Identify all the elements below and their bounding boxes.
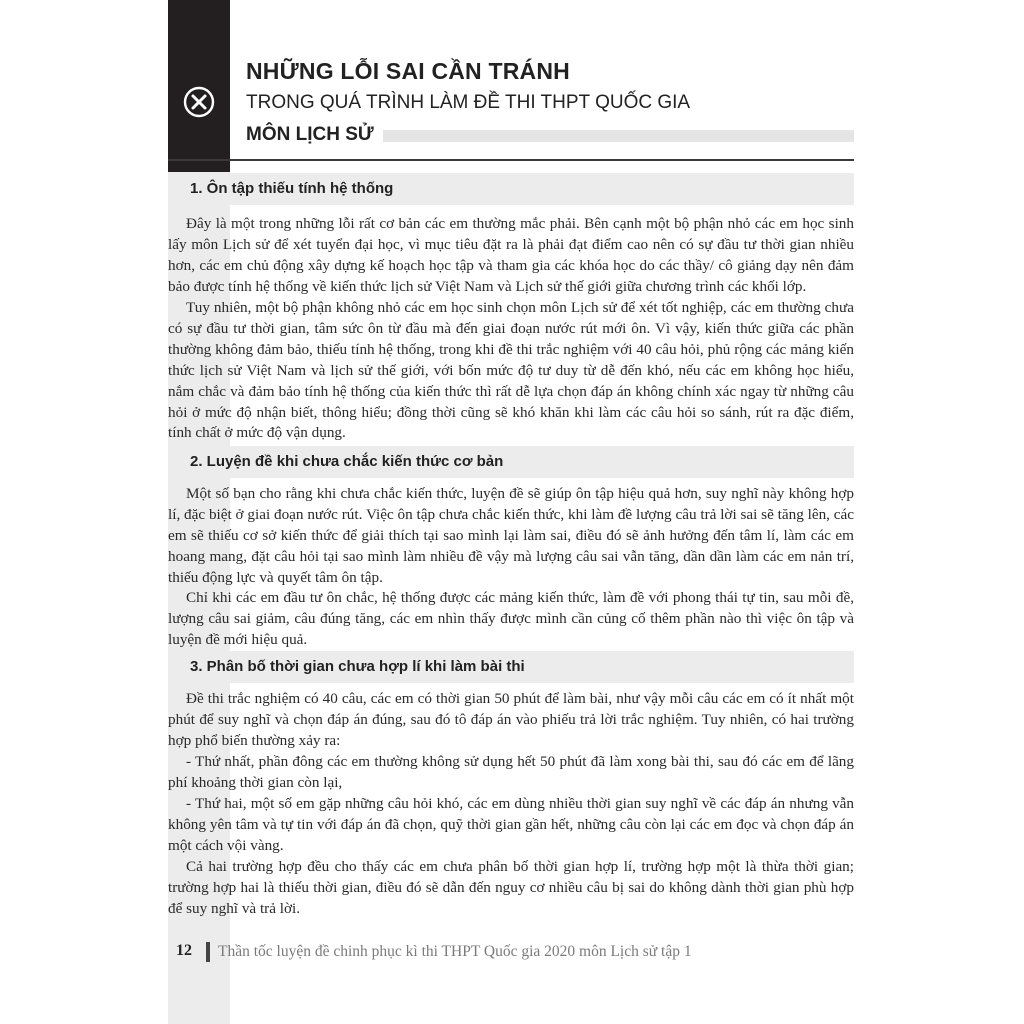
book-title: Thần tốc luyện đề chinh phục kì thi THPT Quốc gia 2020 môn Lịch sử tập 1: [218, 943, 692, 960]
page-subtitle: TRONG QUÁ TRÌNH LÀM ĐỀ THI THPT QUỐC GIA: [246, 92, 691, 113]
paragraph: Đề thi trắc nghiệm có 40 câu, các em có thời gian 50 phút để làm bài, như vậy mỗi câu các em có ít nhất một phút để suy nghĩ và chọn đáp án đúng, sau đó tô đáp án vào phiếu trả lời trắc nghiệm. Tuy nhiên, có hai trường hợp phổ biến thường xảy ra:: [168, 690, 854, 749]
section-title: 3. Phân bố thời gian chưa hợp lí khi làm bài thi: [190, 658, 525, 675]
footer-divider: [206, 942, 210, 962]
paragraph: - Thứ nhất, phần đông các em thường không sử dụng hết 50 phút đã làm xong bài thi, sau đó các em để lãng phí khoảng thời gian còn lại,: [168, 753, 854, 791]
paragraph: - Thứ hai, một số em gặp những câu hỏi khó, các em dùng nhiều thời gian suy nghĩ về các đáp án nhưng vẫn không yên tâm và tự tin với đáp án đã chọn, quỹ thời gian gần hết, những câu còn lại các em đọc và chọn đáp án một cách vội vàng.: [168, 795, 854, 854]
subject-underline-bar: [383, 130, 854, 142]
paragraph: Tuy nhiên, một bộ phận không nhỏ các em học sinh chọn môn Lịch sử để xét tốt nghiệp, các em thường chưa có sự đầu tư thời gian, tâm sức ôn từ đầu mà đến giai đoạn nước rút mới ôn. Vì vậy, kiến thức giữa các phần thường không đảm bảo, thiếu tính hệ thống, trong khi đề thi trắc nghiệm với 40 câu hỏi, phủ rộng các mảng kiến thức lịch sử Việt Nam và lịch sử thế giới, với bốn mức độ tư duy từ dễ đến khó, nếu các em không học hiểu, nắm chắc và đảm bảo tính hệ thống của kiến thức thì rất dễ lựa chọn đáp án không chính xác ngay từ những câu hỏi ở mức độ nhận biết, thông hiểu; đồng thời cũng sẽ khó khăn khi làm các câu hỏi so sánh, rút ra đặc điểm, tính chất ở mức độ vận dụng.: [168, 299, 854, 442]
paragraph: Đây là một trong những lỗi rất cơ bản các em thường mắc phải. Bên cạnh một bộ phận nhỏ các em học sinh lấy môn Lịch sử để xét tuyển đại học, vì mục tiêu đặt ra là phải đạt điểm cao nên có sự đầu tư thời gian nhiều hơn, các em chủ động xây dựng kế hoạch học tập và tham gia các khóa học do các thầy/ cô giảng dạy nên đảm bảo được tính hệ thống về kiến thức lịch sử Việt Nam và Lịch sử thế giới giữa chương trình các khối lớp.: [168, 215, 854, 295]
page-number: 12: [176, 942, 192, 959]
x-circle-icon: [183, 86, 215, 118]
subject-title: MÔN LỊCH SỬ: [246, 124, 374, 145]
paragraph: Chỉ khi các em đầu tư ôn chắc, hệ thống được các mảng kiến thức, làm đề với phong thái tự tin, sau mỗi đề, lượng câu sai giảm, câu đúng tăng, các em nhìn thấy được mình cần củng cố thêm phần nào thì việc ôn tập và luyện đề mới hiệu quả.: [168, 589, 854, 648]
page-title: NHỮNG LỖI SAI CẦN TRÁNH: [246, 58, 570, 84]
header-divider: [168, 159, 854, 161]
paragraph: Một số bạn cho rằng khi chưa chắc kiến thức, luyện đề sẽ giúp ôn tập hiệu quả hơn, suy nghĩ này không hợp lí, đặc biệt ở giai đoạn nước rút. Việc ôn tập chưa chắc kiến thức, khi làm đề lượng câu trả lời sai sẽ tăng lên, các em sẽ thiếu cơ sở kiến thức để giải thích tại sao mình lại làm sai, điều đó sẽ ảnh hưởng đến tâm lí, làm các em hoang mang, đặt câu hỏi tại sao mình làm nhiều đề vậy mà lượng câu sai vẫn tăng, dần dần làm các em nản trí, thiếu động lực và quyết tâm ôn tập.: [168, 485, 854, 586]
paragraph: Cả hai trường hợp đều cho thấy các em chưa phân bố thời gian hợp lí, trường hợp một là thừa thời gian; trường hợp hai là thiếu thời gian, điều đó sẽ dẫn đến nguy cơ nhiều câu bị sai do không dành thời gian phù hợp để suy nghĩ và trả lời.: [168, 858, 854, 917]
section-title: 1. Ôn tập thiếu tính hệ thống: [190, 180, 394, 197]
section-title: 2. Luyện đề khi chưa chắc kiến thức cơ bản: [190, 453, 504, 470]
